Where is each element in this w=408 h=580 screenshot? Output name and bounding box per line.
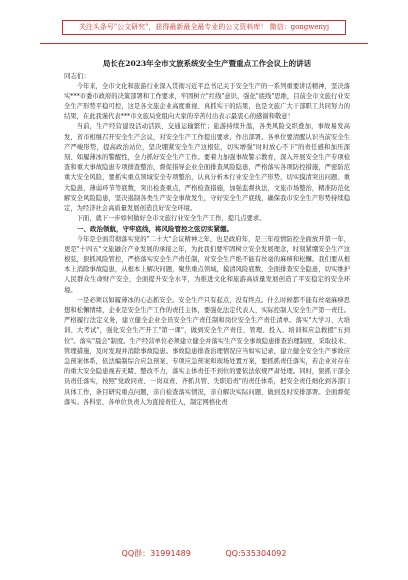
paragraph: 一是必须以如履薄冰的心态抓安全。安全生产只有起点，没有终点。什么时候都不能有丝毫麻痹思想和松懈情绪，企业是安全生产工作的责任主体，要强化法定代表人、实际控制人安全生产第一责任。严格履行法定义务，建立健全企业全员安全生产责任制和岗位安全生产责任清单。落实"大学习、大培训、大考试"，强化安全生产开工"第一课"，做到安全生产责任、管理、投入、培训和应急救援"五到位"。落实"晨会"制度。生产经营单位必须建立健全并落实生产安全事故隐患排查治理制度，采取技术、管理措施，及时发现并消除事故隐患。事故隐患排查治理情况应当如实记录，建立健全安全生产事故应急预案体系，依法编制综合应急预案、专项应急预案和现场处置方案，要抓抓责任落实，若企业对存在的重大安全隐患视若无睹、整改不力，落实主体责任不到位的要依法依规严肃处理。同时，狠抓干部全员责任落实，按照"党政同责、一岗双责、齐抓共管、失职追责"的责任体系，把安全责任细化到各部门具体工作，条目研究重点问题，亲自检查落实情况，亲自解决实际问题，做到及时安排部署。全面督促落实。各科室、各单位负责人为直接责任人，制定网格化责 [64,296,350,406]
footer-qq-group: QQ群：31991489 [121,549,191,558]
paragraph: 今年是全面贯彻落实党的"二十大"会议精神之年，也是政府年，是三年疫情防控全面放开第一年，更是"十四五"文旅融合产业发展的承接之年，为此我们要牢固树立安全发展理念，时刻紧绷安全生产这根弦，狠抓风险管控，严格落实安全生产责任制，对安全生产绝不能有丝毫的麻痹和松懈。我们要从根本上消除事故隐患，从根本上解决问题，聚焦重点领域，摸清风险底数，全面排查安全隐患，切实维护人民群众生命财产安全，全面提升安全水平，为推进文化和旅游高质量发展创造了平安稳定的安全环境。 [64,235,350,294]
footer-contact [0,548,408,559]
header-banner: 关注头条号"公文研究"，获得最新最全最专业的公文资料库！ 微信：gongwenyj [62,20,346,35]
paragraph: 当前，生产经营建设活动活跃、交通运输繁忙；旅游持续升温，各类风险交织叠加，事故易发高发，省市相继召开安全生产会议，对安全生产工作提出要求、作出部署。各单位要清醒认识当前安全生产严峻形势，提高政治站位，坚决绷紧安全生产这根弦，切实增强"时时放心不下"的责任感和加压深刻、如履薄冰的警醒性，全力抓好安全生产工作。要着力加强事故警示教育，深入开展安全生产专项检查和重大事故隐患专项排查整治，督促指导企业全面排查风险隐患，严格落实各项防控措施，严密防范重大安全风险，要抓实重点领域安全专项整治，认真分析本行业安全生产形势，切实摸清突出问题、重大隐患、薄弱环节等底数，突出检查重点，严格检查措施，加强监督执法，文旅市场整治，精准防范化解安全风险隐患，坚决遏制各类生产安全事故发生，守好安全生产底线，确保我市安全生产形势持续稳定，为经济社会高质量发展创造良好安全环境。 [64,123,350,212]
salutation: 同志们： [64,72,90,80]
paragraph: 下面，就下一步如何做好全市文旅行业安全生产工作，提几点要求。 [76,215,266,223]
paragraph: 今年来，全市文化和旅游行业深入贯彻习近平总书记关于安全生产的一系列重要讲话精神，坚决落实***市委市政府的决策部署和工作要求，牢固树立"红线"意识，强化"底线"思维，目前全市文旅行业安全生产形势平稳可控，这是各文旅企业高度重视、真抓实干的结果，也是文旅广大干部职工共同努力的结果，在此我谨代表***市文旅局党组向大家的辛苦付出表示最衷心的感谢和敬意！ [64,82,350,121]
document-body [64,58,350,408]
document-title: 局长在2023年全市文旅系统安全生产暨重点工作会议上的讲话 [102,59,312,68]
footer-qq: QQ:535304092 [225,549,287,558]
section-heading: 一、政治领航，守牢底线，将风险管控之弦切实紧绷。 [77,225,233,234]
header-divider [40,43,368,44]
